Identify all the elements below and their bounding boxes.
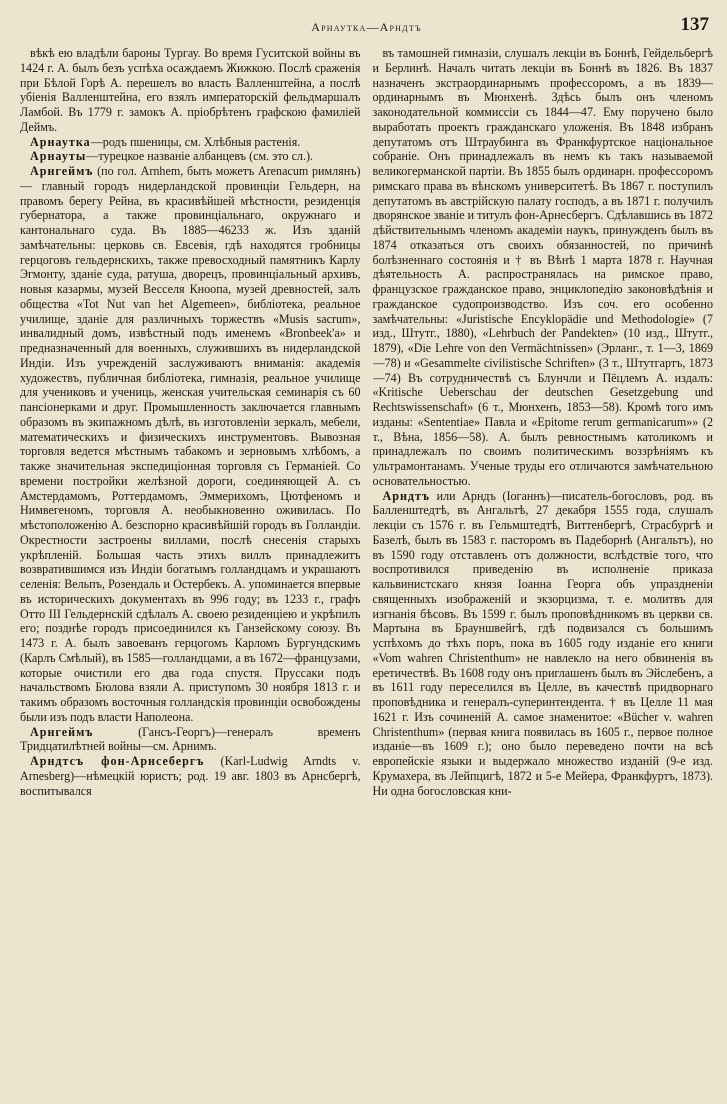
entry-text: (по гол. Arnhem, быть можетъ Arenacum римлянъ) — главный городъ нидерландской провинціи Гельдерн, на правомъ берегу Рейна, въ красивѣйшей мѣстности, резиденція губернатора, а также провинціальнаго, окружнаго и кантональнаго суда. Въ 1885—46233 ж. Изъ зданій замѣчательны: церковь св. Евсевія, гдѣ находятся гробницы герцоговъ гельдернскихъ, также превосходный памятникъ Карлу Эгмонту, зданіе суда, ратуша, дворецъ, провинціальный архивъ, новыя казармы, музей Весселя Кноопа, музей древностей, залъ общества «Tot Nut van het Algemeen», библіотека, реальное училище, зданіе для различныхъ торжествъ «Musis sacrum», инвалидный домъ, извѣстный подъ именемъ «Bronbeek'a» и предназначенный для военныхъ, служившихъ въ нидерландской Индіи. Изъ учрежденій заслуживаютъ вниманія: академія художествъ, публичная библіотека, гимназія, реальное училище для учениковъ и учениць, женская учительская семинарія съ 60 пансіонерками и друг. Промышленность заключается главнымъ образомъ въ экипажномъ дѣлѣ, въ изготовленіи зеркалъ, мебели, математическихъ и физическихъ инструментовъ. Вывозная торговля ведется мѣстнымъ табакомъ и зерновымъ хлѣбомъ, а также значительная экспедиціонная торговля съ Германіей. Со времени постройки желѣзной дороги, соединяющей А. съ Амстердамомъ, Роттердамомъ, Эммерихомъ, Цютфеномъ и Нимвегеномъ, торговля А. необыкновенно оживилась. По мѣстоположенію А. безспорно красивѣйшій городъ въ Голландіи. Окрестности застроены виллами, послѣ снесенія старыхъ укрѣпленій. Большая часть этихъ виллъ принадлежитъ возвратившимся изъ Индіи богатымъ голландцамъ и украшаютъ селенія: Вельпъ, Розендаль и Остербекъ. А. упоминается впервые въ историческихъ документахъ въ 996 году; въ 1233 г., графъ Отто III Гельдернскій сдѣлалъ А. своею резиденціею и укрѣпилъ его; позднѣе городъ присоединился къ Ганзейскому союзу. Въ 1473 г. А. былъ завоеванъ герцогомъ Карломъ Бургундскимъ (Карлъ Смѣлый), въ 1585—голландцами, а въ 1672—французами, которые очистили его два года спустя. Пруссаки подъ начальствомъ Бюлова взяли А. приступомъ 30 ноября 1813 г. и такимъ образомъ восточныя голландскія провинціи освобождены были изъ подъ власти Наполеона.	[20, 164, 361, 724]
entry-continuation	[373, 46, 714, 489]
entry-arnauty	[20, 149, 361, 164]
running-head: Арнаутка—Арндтъ	[311, 20, 422, 34]
right-column	[373, 46, 714, 1096]
entry-text: или Арндъ (Іоганнъ)—писатель-богословъ, род. въ Балленштедтѣ, въ Ангальтѣ, 27 декабря 1555 года, слушалъ лекціи съ 1576 г. въ Гельмштедтѣ, Виттенбергѣ, Страсбургѣ и Базелѣ, былъ въ 1583 г. пасторомъ въ Падеборнѣ (Ангальтъ), но въ 1590 году отставленъ отъ должности, вслѣдствіе того, что воспротивился приведенію въ исполненіе приказа кальвинистскаго князя Іоанна Георга объ упраздненіи священныхъ изображеній и экзорцизма, т. е. молитвъ для изгнанія бѣсовъ. Въ 1599 г. былъ проповѣдникомъ въ церкви св. Мартына въ Брауншвейгѣ, гдѣ подвизался съ большимъ успѣхомъ до тѣхъ поръ, пока въ 1605 году изданіе его книги «Vom wahren Christenthum» не навлекло на него обвиненія въ еретичествѣ. Въ 1608 году онъ приглашенъ былъ въ Эйслебенъ, а въ 1611 году переселился въ Целле, въ качествѣ придворнаго проповѣдника и генералъ-суперинтендента. † въ Целле 11 мая 1621 г. Изъ сочиненій А. самое знаменитое: «Bücher v. wahren Christenthum» (первая книга появилась въ 1605 г., первое полное изданіе—въ 1609 г.); оно было переведено почти на всѣ европейскіе языки и выдержало множество изданій (9-е изд. Крумахера, въ Лейпцигѣ, 1872 и 5-е Мейера, Франкфуртъ, 1873). Ни одна богословская кни-	[372, 488, 713, 798]
left-column	[20, 46, 361, 1096]
entry-arnhem-city	[20, 164, 361, 725]
entry-text: въ тамошней гимназіи, слушалъ лекціи въ Боннѣ, Гейдельбергѣ и Берлинѣ. Началъ читать лекціи въ Боннѣ въ 1826. Въ 1837 назначенъ экстраординарнымъ профессоромъ, а въ 1839—ординарнымъ въ Мюнхенѣ. Здѣсь былъ онъ членомъ законодательной коммиссіи съ 1844—47. Ему поручено было выработать проектъ гражданскаго уложенія. Въ 1848 избранъ депутатомъ отъ Штраубинга въ Франкфуртское національное собраніе. Онъ принадлежалъ въ немъ къ такъ называемой великогерманской партіи. Въ 1855 былъ ординарн. профессоромъ римскаго права въ вѣнскомъ университетѣ. Въ 1867 г. поступилъ депутатомъ въ австрійскую палату господъ, а въ 1871 г. получилъ дворянское званіе и титулъ фон-Арнесбергъ. Сдѣлавшись въ 1872 дѣйствительнымъ членомъ академіи наукъ, принужденъ былъ въ 1874 отказаться отъ своихъ обязанностей, по причинѣ болѣзненнаго состоянія и † въ Вѣнѣ 1 марта 1878 г. Научная дѣятельность А. распространялась на римское право, французское гражданское право, энциклопедію законовѣдѣнія и гражданское судопроизводство. Изъ соч. его особенно замѣчательны: «Juristische Encyklopädie und Methodologie» (7 изд., Штутг., 1880), «Lehrbuch der Pandekten» (10 изд., Штутг., 1879), «Die Lehre von den Vermächtnissen» (Эрланг., т. 1—3, 1869—78) и «Gesammelte civilistische Schriften» (3 т., Штутгартъ, 1873—74) Въ сотрудничествѣ съ Блунчли и Пёцлемъ А. издалъ: «Kritische Ueberschau der deutschen Gesetzgebung und Rechtswissenschaft» (6 т., Мюнхенъ, 1853—58). Кромѣ того имъ изданы: «Sententiae» Павла и «Epitome rerum germanicarum»» (2 т., Вѣна, 1856—58). А. былъ ревностнымъ католикомъ и принадлежалъ по своимъ политическимъ воззрѣніямъ къ ультрамонтанамъ. Ученые труды его отличаются замѣчательною основательностью.	[372, 46, 713, 488]
page-number: 137	[680, 14, 709, 35]
entry-headword: Арнаутка	[30, 134, 91, 149]
page-header	[20, 14, 713, 38]
entry-continuation	[20, 46, 361, 135]
text-columns	[20, 46, 713, 1096]
entry-headword: Арнгеймъ	[30, 724, 94, 739]
entry-text: (Karl-Ludwig Arndts v. Arnesberg)—нѣмецкій юристъ; род. 19 авг. 1803 въ Арнсбергѣ, воспитывался	[20, 754, 361, 798]
entry-headword: Арндтсъ фон-Арнсебергъ	[30, 754, 205, 768]
entry-arndt-johann	[373, 489, 714, 799]
entry-arnhem-general	[20, 725, 361, 755]
entry-headword: Арнауты	[30, 149, 87, 164]
entry-headword: Арндтъ	[382, 488, 431, 503]
entry-text: —турецкое названіе албанцевъ (см. это сл.).	[86, 149, 314, 164]
entry-arnautka	[20, 135, 361, 150]
entry-arndts	[20, 754, 361, 798]
entry-text: вѣкѣ ею владѣли бароны Тургау. Во время Гуситской войны въ 1424 г. А. былъ безъ успѣха осаждаемъ Жижкою. Послѣ сраженія при Бѣлой Горѣ А. перешелъ во власть Валленштейна, а послѣ убіенія Валленштейна, его взялъ императорскій фельдмаршалъ Ламбой. Въ 1779 г. замокъ А. пріобрѣтенъ графскою фамиліей Деймъ.	[20, 46, 361, 134]
entry-text: (Гансъ-Георгъ)—генералъ временъ Тридцатилѣтней войны—см. Арнимъ.	[20, 724, 361, 754]
entry-text: —родъ пшеницы, см. Хлѣбныя растенія.	[90, 134, 301, 149]
entry-headword: Арнгеймъ	[30, 164, 94, 178]
